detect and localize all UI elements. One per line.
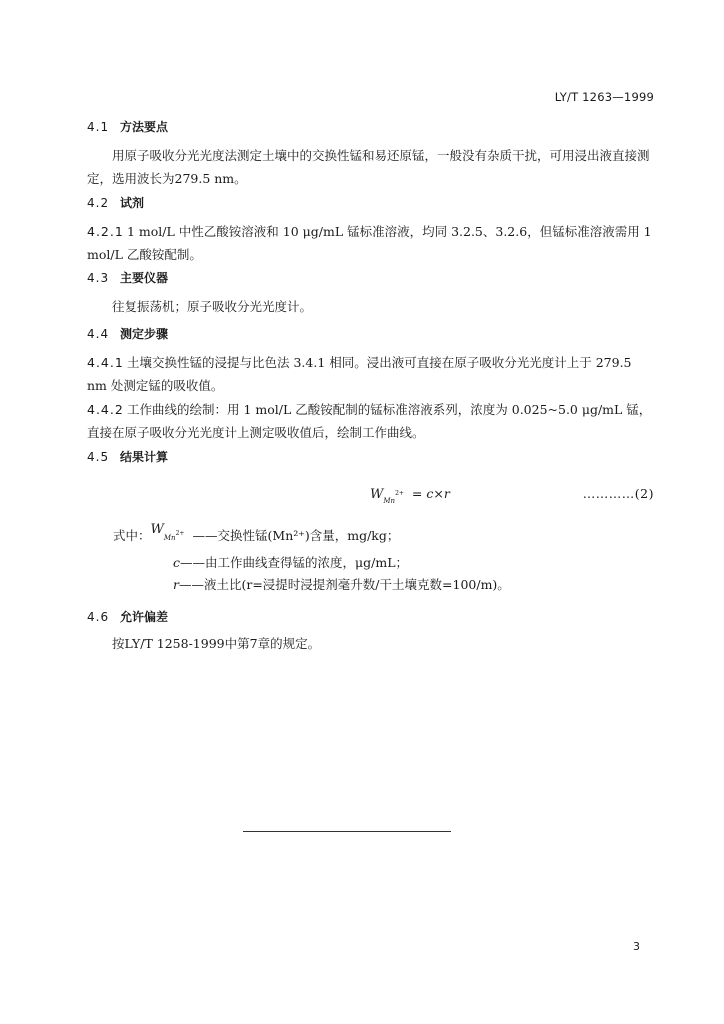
- section-title: 主要仪器: [120, 271, 169, 285]
- where-subscript: Mn: [163, 534, 176, 542]
- section-4-2-heading: [87, 192, 653, 215]
- formula-c: c: [426, 486, 434, 501]
- section-4-6-heading: [87, 606, 653, 629]
- section-title: 结果计算: [120, 450, 169, 464]
- where-definitions: [173, 552, 510, 596]
- formula-rhs: [412, 486, 450, 501]
- where-c-symbol: c: [173, 555, 181, 570]
- section-4-3-heading: [87, 267, 653, 290]
- section-4-4-2-paragraph: [87, 398, 653, 444]
- section-number: 4.4: [87, 327, 110, 341]
- where-w-description: ——交换性锰(Mn²⁺)含量，mg/kg；: [192, 528, 400, 543]
- where-w-symbol: [151, 524, 193, 550]
- subsection-text: 1 mol/L 中性乙酸铵溶液和 10 μg/mL 锰标准溶液，均同 3.2.5、3.2.6，但锰标准溶液需用 1 mol/L 乙酸铵配制。: [87, 224, 652, 262]
- subsection-number: 4.4.2: [87, 402, 124, 417]
- standard-code: LY/T 1263—1999: [554, 90, 654, 104]
- formula-equals: =: [411, 486, 423, 501]
- equation-number: …………(2): [582, 486, 654, 501]
- where-intro: 式中：: [113, 528, 151, 543]
- section-4-5-heading: [87, 446, 653, 469]
- where-c-description: ——由工作曲线查得锰的浓度，μg/mL；: [180, 555, 409, 570]
- section-title: 试剂: [120, 196, 145, 210]
- page-number: 3: [633, 940, 640, 953]
- section-4-4-1-paragraph: [87, 351, 653, 397]
- where-symbol-w: W: [150, 522, 164, 537]
- formula-subscript: Mn: [383, 497, 396, 505]
- where-w-line: [113, 524, 399, 550]
- section-title: 允许偏差: [120, 610, 169, 624]
- where-c-line: [173, 552, 510, 574]
- formula-superscript: 2+: [395, 490, 404, 497]
- section-4-2-1-paragraph: [87, 220, 653, 266]
- where-superscript: 2+: [175, 530, 185, 537]
- formula-2: [370, 486, 654, 510]
- where-r-description: ——液土比(r=浸提时浸提剂毫升数/干土壤克数=100/m)。: [178, 577, 510, 592]
- subsection-number: 4.2.1: [87, 224, 124, 239]
- section-number: 4.3: [87, 271, 110, 285]
- where-r-symbol: r: [173, 577, 179, 592]
- end-rule: [243, 831, 451, 832]
- section-4-3-paragraph: 往复振荡机；原子吸收分光光度计。: [112, 299, 313, 314]
- formula-r: r: [443, 486, 450, 501]
- where-r-line: [173, 574, 510, 596]
- section-number: 4.1: [87, 120, 110, 134]
- section-number: 4.6: [87, 610, 110, 624]
- section-4-1-paragraph: 用原子吸收分光光度法测定土壤中的交换性锰和易还原锰，一般没有杂质干扰，可用浸出液直接测定，选用波长为279.5 nm。: [87, 148, 650, 186]
- formula-symbol-w: W: [370, 487, 384, 502]
- section-number: 4.5: [87, 450, 110, 464]
- section-title: 方法要点: [120, 120, 169, 134]
- section-4-6-paragraph: 按LY/T 1258-1999中第7章的规定。: [112, 636, 321, 651]
- section-number: 4.2: [87, 196, 110, 210]
- section-title: 测定步骤: [120, 327, 169, 341]
- subsection-number: 4.4.1: [87, 355, 124, 370]
- section-4-4-heading: [87, 323, 653, 346]
- formula-times: ×: [433, 486, 444, 501]
- subsection-text: 土壤交换性锰的浸提与比色法 3.4.1 相同。浸出液可直接在原子吸收分光光度计上于 279.5 nm 处测定锰的吸收值。: [87, 355, 632, 393]
- section-4-1-heading: [87, 116, 653, 139]
- subsection-text: 工作曲线的绘制：用 1 mol/L 乙酸铵配制的锰标准溶液系列，浓度为 0.025~5.0 μg/mL 锰，直接在原子吸收分光光度计上测定吸收值后，绘制工作曲线。: [87, 402, 652, 440]
